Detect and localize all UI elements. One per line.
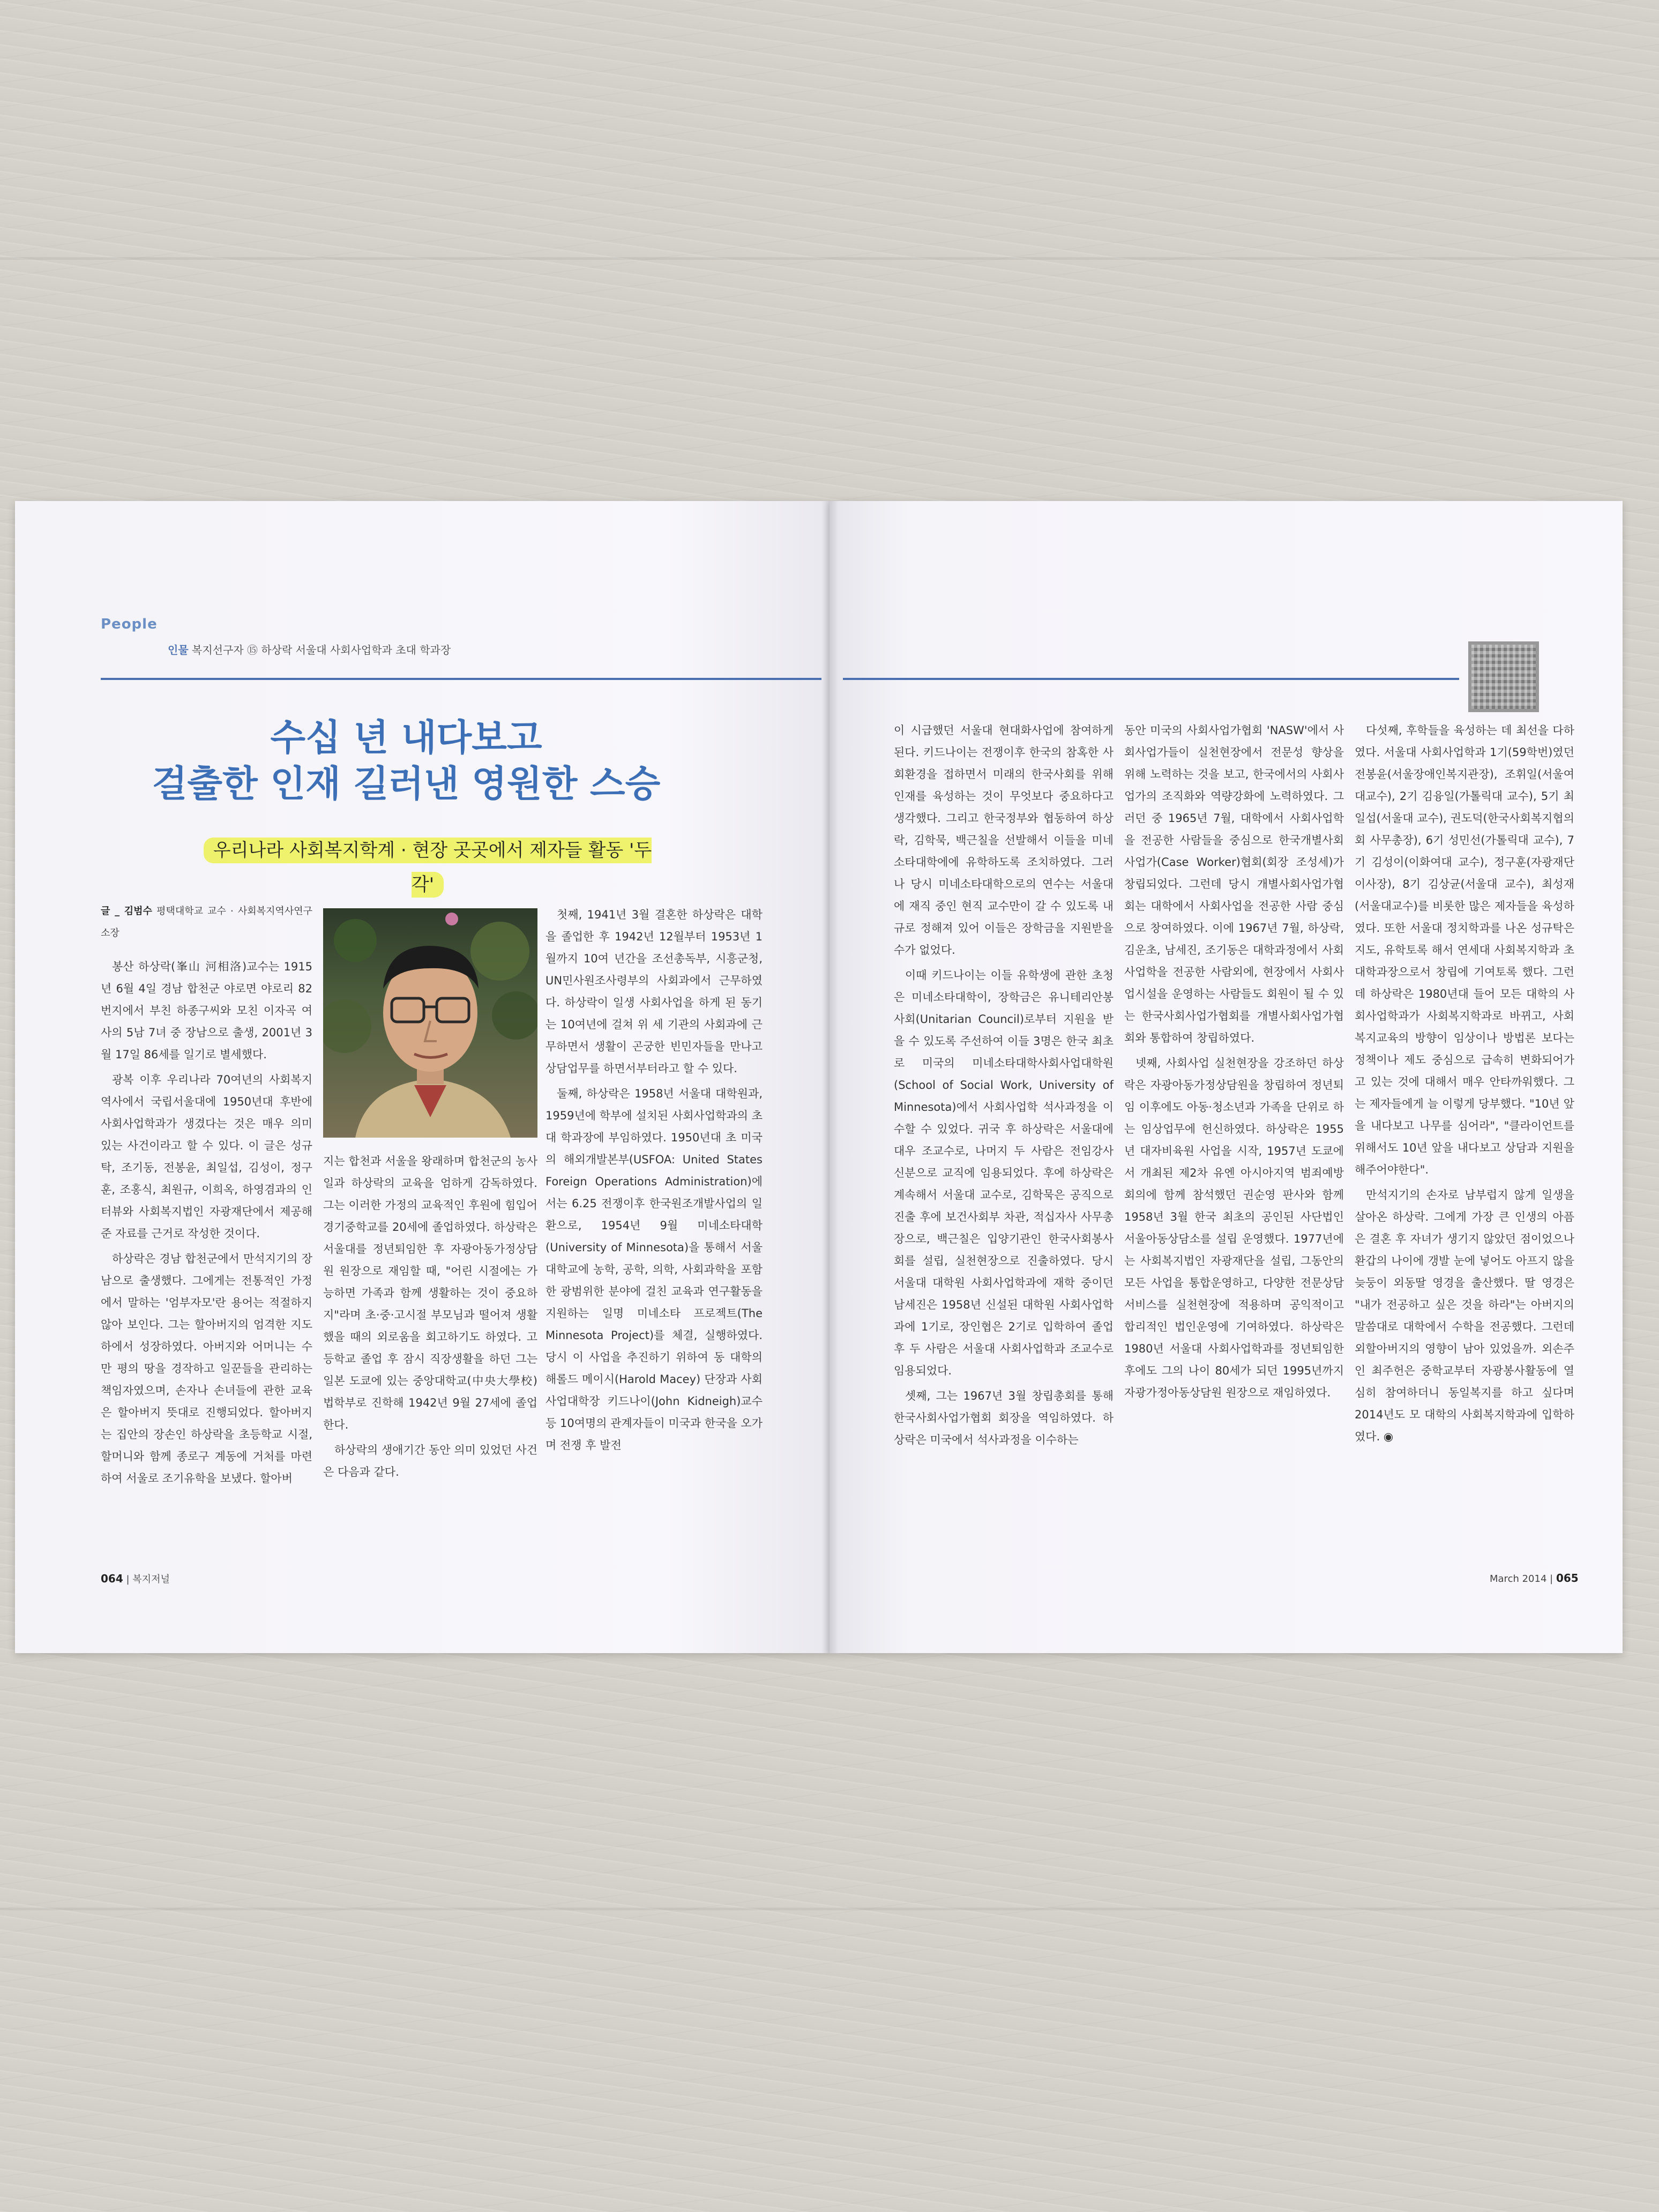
byline [101, 900, 312, 944]
column-4 [894, 720, 1114, 1454]
subtitle-text: 우리나라 사회복지학계 · 현장 곳곳에서 제자들 활동 '두각' [204, 838, 652, 898]
category-label: 인물 [168, 644, 189, 656]
column-1 [101, 900, 312, 1493]
paragraph: 넷째, 사회사업 실천현장을 강조하던 하상락은 자광아동가정상담원을 창립하여 정년퇴임 이후에도 아동·청소년과 가족을 단위로 하는 임상업무에 헌신하였다. 하상락은 1955년 대자비육원 사업을 시작, 1957년 도쿄에서 개최된 제2차 유엔 아시아지역 범죄예방회의에 함께 참석했던 권순영 판사와 함께 1958년 3월 한국 최초의 공인된 사단법인 서울아동상담소를 설립 운영했다. 1977년에는 사회복지법인 자광재단을 설립, 그동안의 모든 사업을 통합운영하고, 다양한 전문상담서비스를 실천현장에 적용하며 공익적이고 합리적인 법인운영에 기여하였다. 하상락은 1980년 서울대 사회사업학과를 정년퇴임한 후에도 그의 나이 80세가 되던 1995년까지 자광가정아동상담원 원장으로 재임하였다. [1124, 1057, 1344, 1399]
issue-date: March 2014 [1490, 1573, 1547, 1585]
footer-right: March 2014 | 065 [1490, 1572, 1579, 1585]
page-number-right: 065 [1556, 1572, 1579, 1585]
series-label: 복지선구자 ⑮ 하상락 서울대 사회사업학과 초대 학과장 [192, 644, 451, 656]
paragraph: 다섯째, 후학들을 육성하는 데 최선을 다하였다. 서울대 사회사업학과 1기(59학번)였던 전봉윤(서울장애인복지관장), 조휘일(서울여대교수), 2기 김융일(가톨릭대 교수), 5기 최일섭(서울대 교수), 권도덕(한국사회복지협의회 사무총장), 6기 성민선(가톨릭대 교수), 7기 김성이(이화여대 교수), 정구훈(자광재단 이사장), 8기 김상균(서울대 교수), 최성재(서울대교수)를 비롯한 많은 제자들을 육성하였다. 또한 서울대 정치학과를 나온 성규탁은 지도, 유학토록 해서 연세대 사회복지학과 초대학과장으로서 창립에 기여토록 했다. 그런데 하상락은 1980년대 들어 모든 대학의 사회사업학과가 사회복지학과로 바뀌고, 사회복지교육의 방향이 임상이나 방법론 보다는 정책이나 제도 중심으로 급속히 변화되어가고 있는 것에 대해서 매우 안타까워했다. 그는 제자들에게 늘 이렇게 당부했다. "10년 앞을 내다보고 나무를 심어라", "클라이언트를 위해서도 10년 앞을 내다보고 상담과 지원을 해주어야한다". [1355, 724, 1574, 1176]
paragraph: 광복 이후 우리나라 70여년의 사회복지 역사에서 국립서울대에 1950년대 후반에 사회사업학과가 생겼다는 것은 매우 의미 있는 사건이라고 할 수 있다. 이 글은 성규탁, 조기동, 전봉윤, 최일섭, 김성이, 정구훈, 조홍식, 최원규, 이희옥, 하영겸과의 인터뷰와 사회복지법인 자광재단에서 제공해준 자료를 근거로 작성한 것이다. [101, 1073, 312, 1240]
paragraph: 만석지기의 손자로 남부럽지 않게 일생을 살아온 하상락. 그에게 가장 큰 인생의 아픔은 결혼 후 자녀가 생기지 않았던 점이었으나 환갑의 나이에 갱발 눈에 넣어도 아프지 않을 늦둥이 외동딸 영경을 출산했다. 딸 영경은 "내가 전공하고 싶은 것을 하라"는 아버지의 말씀대로 대학에서 수학을 전공했다. 그런데 외할아버지의 영향이 남아 있었을까. 외손주인 최주헌은 중학교부터 자광봉사활동에 열심히 참여하더니 동일복지를 하고 싶다며 2014년도 모 대학의 사회복지학과에 입학하였다. ◉ [1355, 1189, 1574, 1443]
portrait-photo [323, 908, 537, 1138]
page-number-left: 064 [101, 1572, 123, 1585]
column-2 [323, 1150, 537, 1486]
magazine-name: 복지저널 [132, 1574, 170, 1585]
article-title [90, 715, 722, 808]
series-header [168, 641, 451, 657]
paragraph: 동안 미국의 사회사업가협회 'NASW'에서 사회사업가들이 실천현장에서 전문성 향상을 위해 노력하는 것을 보고, 한국에서의 사회사업가의 조직화와 역량강화에 노력하였다. 그러던 중 1965년 7월, 대학에서 사회사업학을 전공한 사람들을 중심으로 한국개별사회사업가(Case Worker)협회(회장 조성세)가 창립되었다. 그런데 당시 개별사회사업가협회는 대학에서 사회사업을 전공한 사람 중심으로 창여하였다. 이에 1967년 7월, 하상락, 김운초, 남세진, 조기동은 대학과정에서 사회사업학을 전공한 사람외에, 현장에서 사회사업시설을 운영하는 사람들도 회원이 될 수 있는 한국사회사업가협회를 개별사회사업가협회와 통합하여 창립하였다. [1124, 724, 1344, 1044]
footer-left: 064 | 복지저널 [101, 1572, 170, 1585]
paragraph: 셋째, 그는 1967년 3월 창립총회를 통해 한국사회사업가협회 회장을 역임하였다. 하상락은 미국에서 석사과정을 이수하는 [894, 1389, 1114, 1446]
section-tag: People [101, 616, 158, 632]
title-line-2: 걸출한 인재 길러낸 영원한 스승 [152, 763, 661, 805]
paragraph: 첫째, 1941년 3월 결혼한 하상락은 대학을 졸업한 후 1942년 12월부터 1953년 1월까지 10여 년간을 조선총독부, 시흥군청, UN민사원조사령부의 사회과에서 근무하였다. 하상락이 일생 사회사업을 하게 된 동기는 10여년에 걸쳐 위 세 기관의 사회과에 근무하면서 생활이 곤궁한 빈민자들을 만나고 상담업무를 하면서부터라고 할 수 있다. [545, 908, 763, 1075]
magazine-spread [15, 501, 1623, 1653]
article-subtitle [197, 833, 658, 895]
byline-author: 글 _ 김범수 [101, 906, 152, 917]
paragraph: 하상락은 경남 합천군에서 만석지기의 장남으로 출생했다. 그에게는 전통적인 가정에서 말하는 '엄부자모'란 용어는 적절하지 않아 보인다. 그는 할아버지의 엄격한 지도하에서 성장하였다. 아버지와 어머니는 수만 평의 땅을 경작하고 일꾼들을 관리하는 책임자였으며, 손자나 손녀들에 관한 교육은 할아버지 뜻대로 진행되었다. 할아버지는 집안의 장손인 하상락을 초등학교 시절, 할머니와 함께 종로구 계동에 거처를 마련하여 서울로 조기유학을 보냈다. 할아버 [101, 1252, 312, 1485]
paragraph: 하상락의 생애기간 동안 의미 있었던 사건은 다음과 같다. [323, 1444, 537, 1478]
column-3 [545, 904, 763, 1460]
column-5 [1124, 720, 1344, 1407]
paragraph: 봉산 하상락(峯山 河相洛)교수는 1915년 6월 4일 경남 합천군 야로면 야로리 82번지에서 부친 하종구씨와 모친 이자곡 여사의 5남 7녀 중 장남으로 출생, 2001년 3월 17일 86세를 일기로 별세했다. [101, 960, 312, 1061]
qr-code-icon [1471, 645, 1536, 709]
paragraph: 이때 키드나이는 이들 유학생에 관한 초청은 미네소타대학이, 장학금은 유니테리안봉사회(Unitarian Council)로부터 지원을 받을 수 있도록 주선하여 이들 3명은 한국 최초로 미국의 미네소타대학사회사업대학원(School of Social Work, University of Minnesota)에서 사회사업학 석사과정을 이수할 수 있었다. 귀국 후 하상락은 서울대에 대우 조교수로, 나머지 두 사람은 전임강사 신분으로 교직에 임용되었다. 후에 하상락은 계속해서 서울대 교수로, 김학묵은 공직으로 진출 후에 보건사회부 차관, 적십자사 사무총장으로, 백근칠은 입양기관인 한국사회봉사회를 설립, 실천현장으로 진출하였다. 당시 서울대 대학원 사회사업학과에 재학 중이던 남세진은 1958년 신설된 대학원 사회사업학과에 1기로, 장인협은 2기로 입학하여 졸업 후 두 사람은 서울대 사회사업학과 조교수로 임용되었다. [894, 969, 1114, 1377]
floor-seam [0, 1908, 1659, 1910]
paragraph: 둘째, 하상락은 1958년 서울대 대학원과, 1959년에 학부에 설치된 사회사업학과의 초대 학과장에 부임하였다. 1950년대 초 미국의 해외개발본부(USFOA: United States Foreign Operations Administration)에서는 6.25 전쟁이후 한국원조개발사업의 일환으로, 1954년 9월 미네소타대학(University of Minnesota)을 통해서 서울대학교에 농학, 공학, 의학, 사회과학을 포함한 광범위한 분야에 걸친 교육과 연구활동을 지원하는 일명 미네소타 프로젝트(The Minnesota Project)를 체결, 실행하였다. 당시 이 사업을 추진하기 위하여 동 대학의 해롤드 메이시(Harold Macey) 단장과 사회사업대학장 키드나이(John Kidneigh)교수 등 10여명의 관계자들이 미국과 한국을 오가며 전쟁 후 발전 [545, 1087, 763, 1452]
floor-seam [0, 257, 1659, 260]
paragraph: 이 시급했던 서울대 현대화사업에 참여하게 된다. 키드나이는 전쟁이후 한국의 참혹한 사회환경을 접하면서 미래의 한국사회를 위해 인재를 육성하는 것이 무엇보다 중요하다고 생각했다. 그리고 한국정부와 협동하여 하상락, 김학묵, 백근칠을 선발해서 이들을 미네소타대학에에 유학하도록 조치하였다. 그러나 당시 미네소타대학으로의 연수는 서울대에 재직 중인 현직 교수만이 갈 수 있도록 내규로 정해져 있어 이들은 장학금을 지원받을 수가 없었다. [894, 724, 1114, 956]
byline-affiliation: 평택대학교 교수 · 사회복지역사연구소장 [101, 906, 312, 939]
page-gutter [821, 501, 839, 1653]
portrait-illustration [323, 908, 537, 1138]
paragraph: 지는 합천과 서울을 왕래하며 합천군의 농사일과 하상락의 교육을 엄하게 감독하였다. 그는 이러한 가정의 교육적인 후원에 힘입어 경기중학교를 20세에 졸업하였다. 하상락은 서울대를 정년퇴임한 후 자광아동가정상담원 원장으로 재임할 때, "어린 시절에는 가능하면 가족과 함께 생활하는 것이 중요하지"라며 초·중·고시절 부모님과 떨어져 생활했을 때의 외로움을 회고하기도 하였다. 고등학교 졸업 후 잠시 직장생활을 하던 그는 일본 도쿄에 있는 중앙대학교(中央大學校) 법학부로 진학해 1942년 9월 27세에 졸업한다. [323, 1155, 537, 1431]
header-rule-left [101, 678, 821, 680]
title-line-1: 수십 년 내다보고 [270, 717, 542, 759]
header-rule-right [843, 678, 1459, 680]
column-6 [1355, 720, 1574, 1451]
